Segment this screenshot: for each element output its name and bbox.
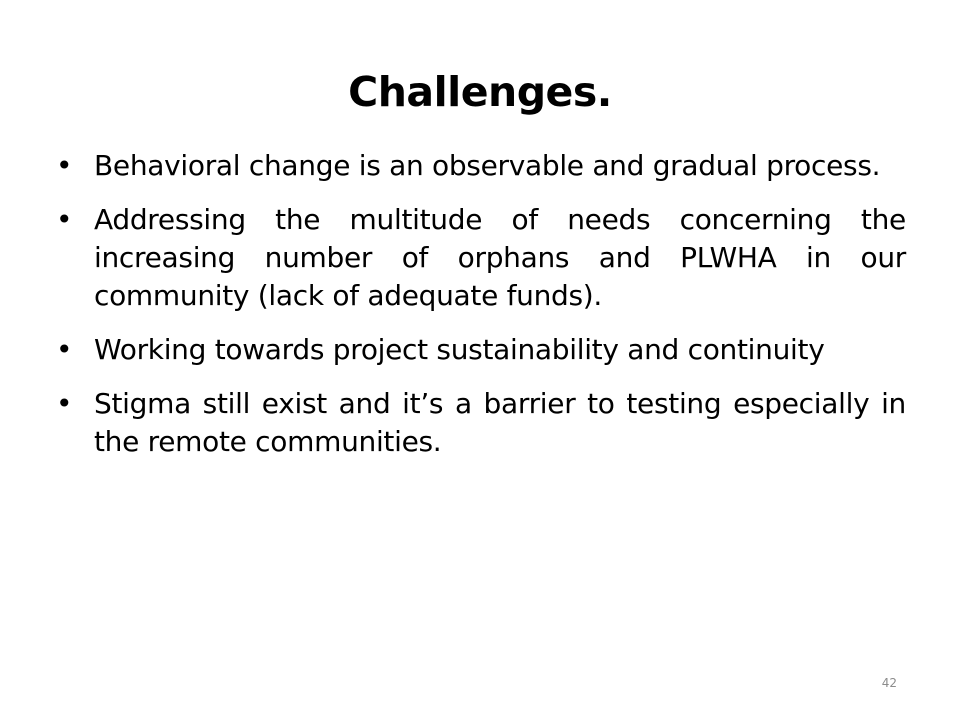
bullet-item (54, 201, 906, 315)
bullet-icon: • (56, 149, 73, 182)
bullet-icon: • (56, 203, 73, 236)
page-number: 42 (881, 676, 897, 690)
bullet-item (54, 385, 906, 461)
bullet-list (54, 147, 906, 477)
bullet-icon: • (56, 333, 73, 366)
bullet-icon: • (56, 387, 73, 420)
bullet-item (54, 147, 906, 185)
slide-title: Challenges. (348, 68, 612, 116)
bullet-item (54, 331, 906, 369)
bullet-text: Behavioral change is an observable and gradual process. (94, 149, 881, 182)
bullet-text: Addressing the multitude of needs concerning the increasing number of orphans and PLWHA in our community (lack of adequate funds). (94, 203, 906, 312)
bullet-text: Stigma still exist and it’s a barrier to testing especially in the remote communities. (94, 387, 906, 458)
bullet-text: Working towards project sustainability and continuity (94, 333, 825, 366)
